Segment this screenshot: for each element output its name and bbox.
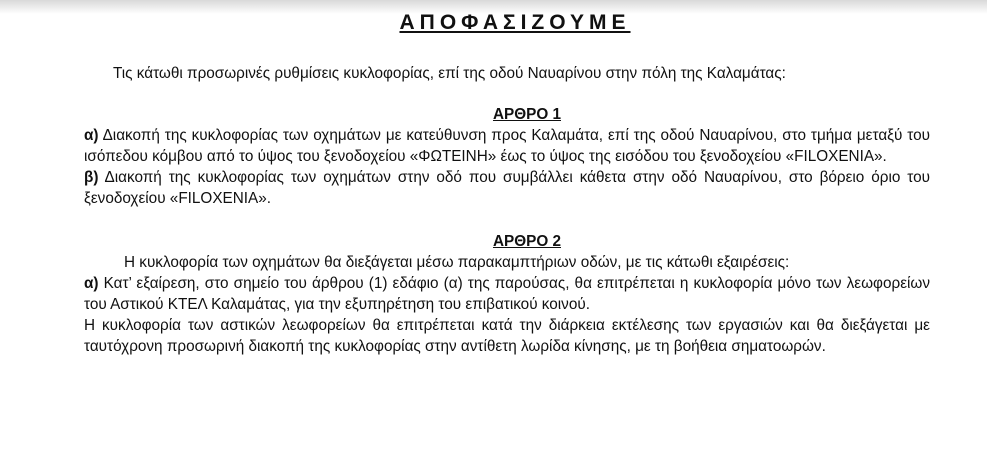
item-a-label: α) xyxy=(84,275,99,292)
article-1-item-b xyxy=(84,167,930,209)
item-a-label: α) xyxy=(84,127,99,144)
item-b-label: β) xyxy=(84,169,99,186)
item-b-text: Διακοπή της κυκλοφορίας των οχημάτων στην οδό που συμβάλλει κάθετα στην οδό Ναυαρίνου, στο βόρειο όριο του ξενοδοχείου «FILOXENIA». xyxy=(84,169,930,207)
document-body xyxy=(84,0,930,357)
item-a-text: Διακοπή της κυκλοφορίας των οχημάτων με κατεύθυνση προς Καλαμάτα, επί της οδού Ναυαρίνου, στο τμήμα μεταξύ του ισόπεδου κόμβου από το ύψος του ξενοδοχείου «ΦΩΤΕΙΝΗ» έως το ύψος της εισόδου του ξενοδοχείου «FILOXENIA». xyxy=(84,127,930,165)
page-title: ΑΠΟΦΑΣΙΖΟΥΜΕ xyxy=(399,11,631,34)
article-1-item-a xyxy=(84,125,930,167)
item-a-text: Κατ’ εξαίρεση, στο σημείο του άρθρου (1) εδάφιο (α) της παρούσας, θα επιτρέπεται η κυκλοφορία μόνο των λεωφορείων του Αστικού ΚΤΕΛ Καλαμάτας, για την εξυπηρέτηση του επιβατικού κοινού. xyxy=(84,275,930,313)
article-2-item-a xyxy=(84,273,930,315)
article-1-heading: ΑΡΘΡΟ 1 xyxy=(492,106,561,123)
article-2-heading: ΑΡΘΡΟ 2 xyxy=(492,233,561,250)
article-2-intro: Η κυκλοφορία των οχημάτων θα διεξάγεται μέσω παρακαμπτήριων οδών, με τις κάτωθι εξαιρέσεις: xyxy=(124,254,790,271)
intro-paragraph: Τις κάτωθι προσωρινές ρυθμίσεις κυκλοφορίας, επί της οδού Ναυαρίνου στην πόλη της Καλαμάτας: xyxy=(113,65,786,82)
article-2-closing: Η κυκλοφορία των αστικών λεωφορείων θα επιτρέπεται κατά την διάρκεια εκτέλεσης των εργασιών και θα διεξάγεται με ταυτόχρονη προσωρινή διακοπή της κυκλοφορίας στην αντίθετη λωρίδα κίνησης, με τη βοήθεια σηματοωρών. xyxy=(84,317,930,355)
